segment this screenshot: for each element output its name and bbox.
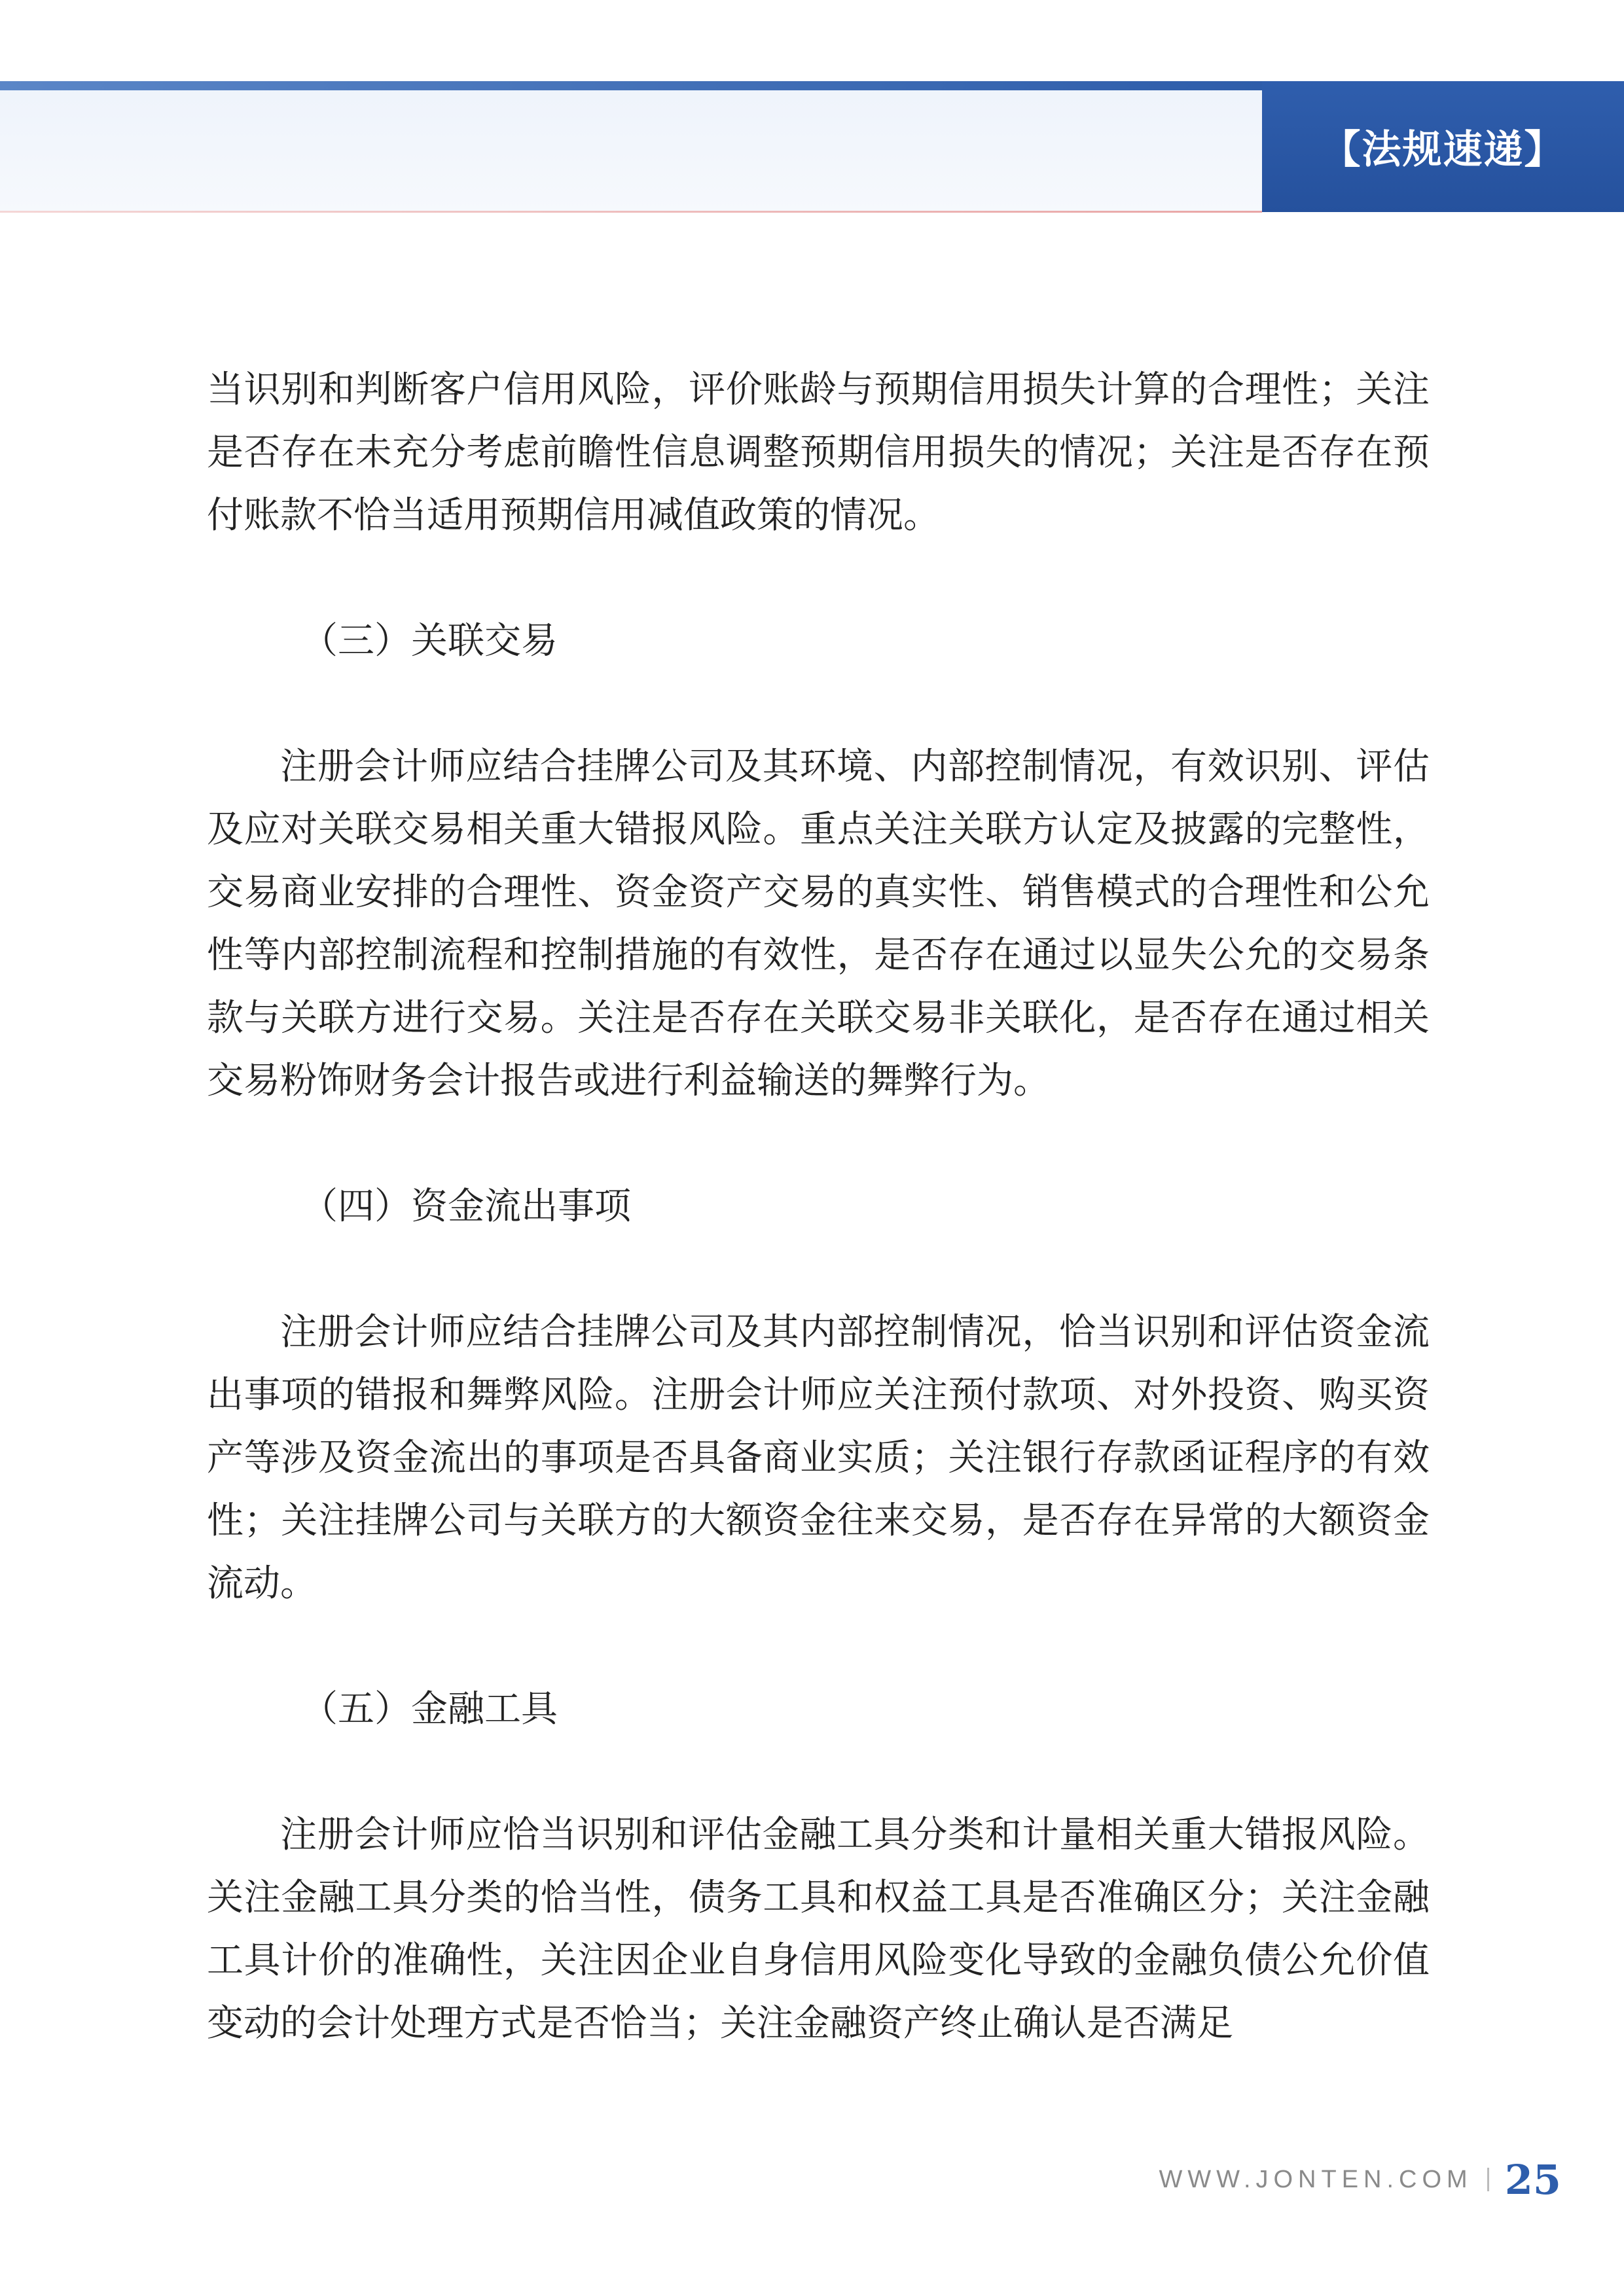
paragraph-financial-instruments: 注册会计师应恰当识别和评估金融工具分类和计量相关重大错报风险。关注金融工具分类的恰当性，债务工具和权益工具是否准确区分；关注金融工具计价的准确性，关注因企业自身信用风险变化导致的金融负债公允价值变动的会计处理方式是否恰当；关注金融资产终止确认是否满足 (207, 1814, 1430, 2045)
page-number: 25 (1504, 2155, 1561, 2204)
section-tag-label: 【法规速递】 (1321, 127, 1565, 173)
website-url[interactable]: WWW.JONTEN.COM (1159, 2165, 1473, 2193)
spacer (207, 1615, 1430, 1678)
header-accent-line (0, 81, 1262, 90)
header-band (0, 81, 1262, 212)
spacer (207, 673, 1430, 736)
spacer (207, 1113, 1430, 1175)
paragraph-continuation: 当识别和判断客户信用风险，评价账龄与预期信用损失计算的合理性；关注是否存在未充分考虑前瞻性信息调整预期信用损失的情况；关注是否存在预付账款不恰当适用预期信用减值政策的情况。 (207, 368, 1430, 537)
section-tag (1262, 81, 1624, 212)
heading-fund-outflow: （四）资金流出事项 (301, 1185, 631, 1228)
paragraph-related-transactions: 注册会计师应结合挂牌公司及其环境、内部控制情况，有效识别、评估及应对关联交易相关重大错报风险。重点关注关联方认定及披露的完整性，交易商业安排的合理性、资金资产交易的真实性、销售模式的合理性和公允性等内部控制流程和控制措施的有效性，是否存在通过以显失公允的交易条款与关联方进行交易。关注是否存在关联交易非关联化，是否存在通过相关交易粉饰财务会计报告或进行利益输送的舞弊行为。 (207, 745, 1430, 1102)
spacer (207, 1741, 1430, 1804)
spacer (207, 547, 1430, 610)
heading-related-transactions: （三）关联交易 (301, 620, 558, 662)
page-footer (1159, 2153, 1561, 2206)
paragraph-fund-outflow: 注册会计师应结合挂牌公司及其内部控制情况，恰当识别和评估资金流出事项的错报和舞弊风险。注册会计师应关注预付款项、对外投资、购买资产等涉及资金流出的事项是否具备商业实质；关注银行存款函证程序的有效性；关注挂牌公司与关联方的大额资金往来交易，是否存在异常的大额资金流动。 (207, 1311, 1430, 1605)
header-divider (0, 211, 1262, 213)
spacer (207, 1238, 1430, 1301)
footer-separator (1487, 2168, 1489, 2191)
article-body (207, 359, 1430, 2055)
heading-financial-instruments: （五）金融工具 (301, 1688, 558, 1731)
